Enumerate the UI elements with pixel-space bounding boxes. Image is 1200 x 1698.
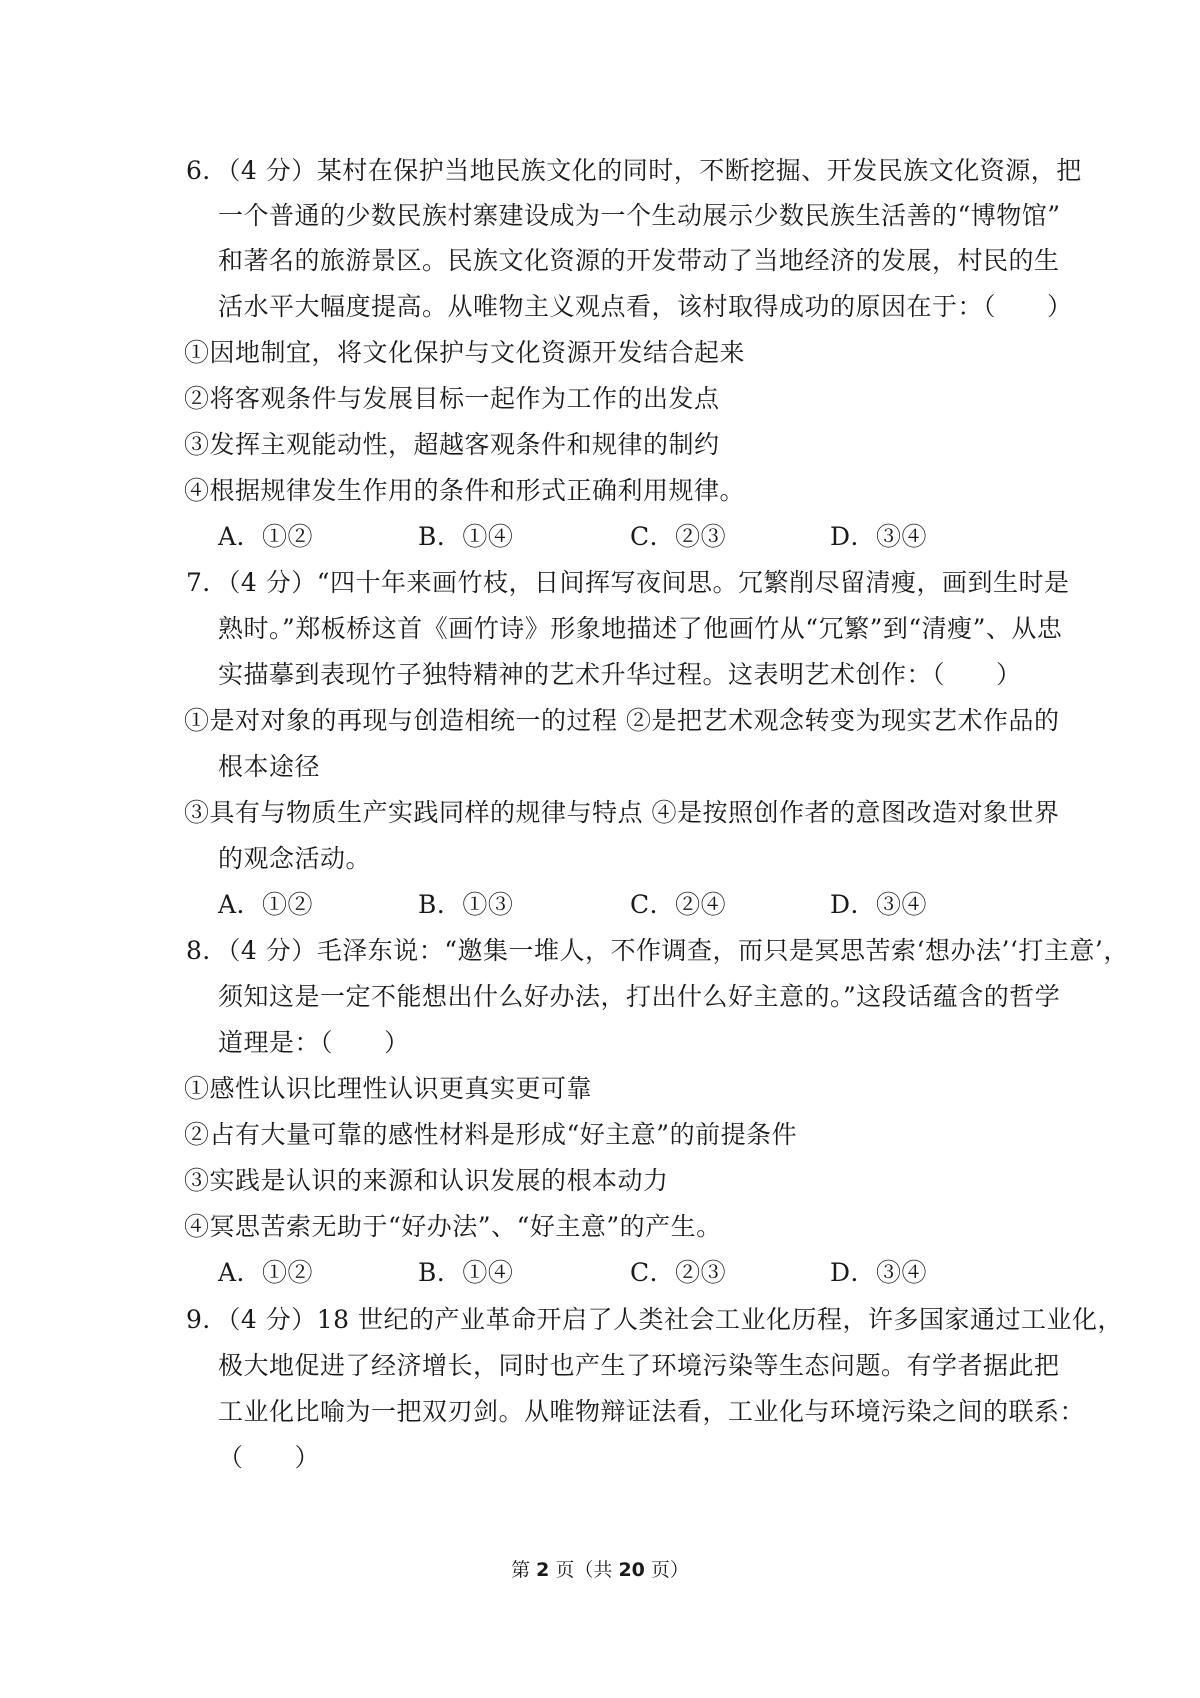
question-7-statement-1: ①是对对象的再现与创造相统一的过程 ②是把艺术观念转变为现实艺术作品的 xyxy=(184,706,1060,735)
question-7-option-a[interactable]: A．①② xyxy=(218,890,314,919)
question-8-options xyxy=(218,1258,1200,1288)
question-7-line-2: 熟时。”郑板桥这首《画竹诗》形象地描述了他画竹从“冗繁”到“清瘦”、从忠 xyxy=(218,614,1063,643)
question-6-option-b[interactable]: B．①④ xyxy=(418,522,514,551)
question-6-option-c[interactable]: C．②③ xyxy=(630,522,727,551)
current-page-number: 2 xyxy=(536,1559,550,1581)
footer-prefix: 第 xyxy=(511,1559,537,1581)
question-6-line-2: 一个普通的少数民族村寨建设成为一个生动展示少数民族生活善的“博物馆” xyxy=(218,201,1061,230)
question-6-statement-1: ①因地制宜，将文化保护与文化资源开发结合起来 xyxy=(184,338,746,367)
question-7-line-1: 7．（4 分）“四十年来画竹枝，日间挥写夜间思。冗繁削尽留清瘦，画到生时是 xyxy=(186,568,1070,597)
question-6-option-a[interactable]: A．①② xyxy=(218,522,314,551)
question-7-line-3: 实描摹到表现竹子独特精神的艺术升华过程。这表明艺术创作：（ ） xyxy=(218,660,1022,689)
page-footer xyxy=(0,1558,1200,1582)
question-7-option-d[interactable]: D．③④ xyxy=(830,890,928,919)
question-7-option-c[interactable]: C．②④ xyxy=(630,890,727,919)
question-6-line-3: 和著名的旅游景区。民族文化资源的开发带动了当地经济的发展，村民的生 xyxy=(218,246,1060,275)
question-8-statement-1: ①感性认识比理性认识更真实更可靠 xyxy=(184,1074,593,1103)
question-8-option-a[interactable]: A．①② xyxy=(218,1258,314,1287)
footer-middle: 页（共 xyxy=(549,1559,619,1581)
footer-suffix: 页） xyxy=(644,1559,689,1581)
question-6-statement-2: ②将客观条件与发展目标一起作为工作的出发点 xyxy=(184,384,720,413)
question-7-statement-2: ③具有与物质生产实践同样的规律与特点 ④是按照创作者的意图改造对象世界 xyxy=(184,798,1060,827)
question-8-statement-3: ③实践是认识的来源和认识发展的根本动力 xyxy=(184,1166,669,1195)
question-8-option-c[interactable]: C．②③ xyxy=(630,1258,727,1287)
question-9-line-2: 极大地促进了经济增长，同时也产生了环境污染等生态问题。有学者据此把 xyxy=(218,1351,1060,1380)
question-6-options xyxy=(218,522,1200,552)
question-7-option-b[interactable]: B．①③ xyxy=(418,890,514,919)
question-8-option-d[interactable]: D．③④ xyxy=(830,1258,928,1287)
total-page-count: 20 xyxy=(618,1559,645,1581)
question-6-line-1: 6．（4 分）某村在保护当地民族文化的同时，不断挖掘、开发民族文化资源，把 xyxy=(186,156,1082,185)
question-7-options xyxy=(218,890,1200,920)
question-8-option-b[interactable]: B．①④ xyxy=(418,1258,514,1287)
question-6-line-4: 活水平大幅度提高。从唯物主义观点看，该村取得成功的原因在于：（ ） xyxy=(218,292,1073,321)
question-7-statement-1-cont: 根本途径 xyxy=(218,752,321,781)
question-8-line-2: 须知这是一定不能想出什么好办法，打出什么好主意的。”这段话蕴含的哲学 xyxy=(218,982,1061,1011)
question-9-line-3: 工业化比喻为一把双刃剑。从唯物辩证法看，工业化与环境污染之间的联系： xyxy=(218,1397,1086,1426)
question-8-line-1: 8．（4 分）毛泽东说：“邀集一堆人，不作调查，而只是冥思苦索‘想办法’‘打主意’， xyxy=(186,936,1129,965)
question-6-statement-4: ④根据规律发生作用的条件和形式正确利用规律。 xyxy=(184,476,746,505)
question-8-statement-2: ②占有大量可靠的感性材料是形成“好主意”的前提条件 xyxy=(184,1120,798,1149)
question-6-option-d[interactable]: D．③④ xyxy=(830,522,928,551)
question-8-line-3: 道理是：（ ） xyxy=(218,1028,410,1057)
question-8-statement-4: ④冥思苦索无助于“好办法”、“好主意”的产生。 xyxy=(184,1212,722,1241)
question-9-line-4: （ ） xyxy=(218,1443,321,1472)
question-6-statement-3: ③发挥主观能动性，超越客观条件和规律的制约 xyxy=(184,430,720,459)
question-9-line-1: 9．（4 分）18 世纪的产业革命开启了人类社会工业化历程，许多国家通过工业化， xyxy=(186,1305,1124,1334)
question-7-statement-2-cont: 的观念活动。 xyxy=(218,844,372,873)
